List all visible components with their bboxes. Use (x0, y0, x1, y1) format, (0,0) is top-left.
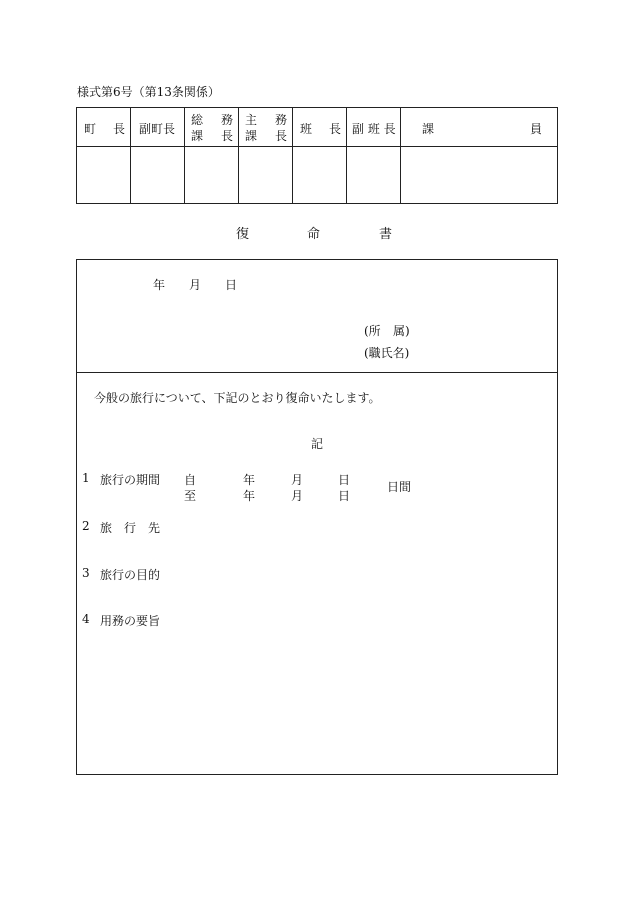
header-town-mayor: 町 長 (77, 108, 131, 147)
seal-box-town-mayor[interactable] (77, 147, 131, 204)
affiliation-label-close: 属) (393, 324, 410, 338)
seal-box-general-affairs-chief[interactable] (185, 147, 239, 204)
from-day-label: 日 (338, 473, 351, 487)
document-title: 復 命 書 (236, 227, 393, 242)
item-2-label-char-3: 先 (148, 521, 161, 535)
affiliation-label-open: (所 (364, 324, 381, 338)
header-general-affairs-chief: 総 務 課 長 (185, 108, 239, 147)
form-number: 様式第6号（第13条関係） (77, 85, 220, 99)
seal-box-deputy-team-leader[interactable] (347, 147, 401, 204)
date-month-label: 月 (189, 278, 202, 292)
seal-box-team-leader[interactable] (293, 147, 347, 204)
header-responsible-chief: 主 務 課 長 (239, 108, 293, 147)
item-1-number: 1 (82, 471, 90, 485)
date-day-label: 日 (225, 278, 238, 292)
item-3-label: 旅行の目的 (100, 568, 161, 582)
approval-stamp-table (76, 107, 558, 204)
period-to-label: 至 (184, 489, 197, 503)
header-deputy-mayor: 副町長 (131, 108, 185, 147)
to-month-label: 月 (291, 489, 304, 503)
item-2-label-char-2: 行 (124, 521, 137, 535)
to-year-label: 年 (243, 489, 256, 503)
item-4-number: 4 (82, 612, 90, 626)
header-deputy-team-leader: 副 班 長 (347, 108, 401, 147)
item-2-number: 2 (82, 519, 90, 533)
days-count-label: 日間 (387, 480, 412, 494)
item-3-number: 3 (82, 566, 90, 580)
report-body-frame (76, 259, 558, 775)
header-team-leader: 班 長 (293, 108, 347, 147)
item-1-label: 旅行の期間 (100, 473, 161, 487)
intro-text: 今般の旅行について、下記のとおり復命いたします。 (94, 391, 381, 405)
item-4-label: 用務の要旨 (100, 614, 161, 628)
header-divider (76, 372, 558, 373)
from-year-label: 年 (243, 473, 256, 487)
date-year-label: 年 (153, 278, 166, 292)
item-2-label-char-1: 旅 (100, 521, 113, 535)
period-from-label: 自 (184, 473, 197, 487)
to-day-label: 日 (338, 489, 351, 503)
seal-box-deputy-mayor[interactable] (131, 147, 185, 204)
seal-box-section-staff[interactable] (401, 147, 558, 204)
from-month-label: 月 (291, 473, 304, 487)
name-title-label: (職氏名) (364, 346, 410, 360)
header-section-staff: 課 員 (401, 108, 558, 147)
record-heading: 記 (311, 437, 324, 451)
seal-box-responsible-chief[interactable] (239, 147, 293, 204)
